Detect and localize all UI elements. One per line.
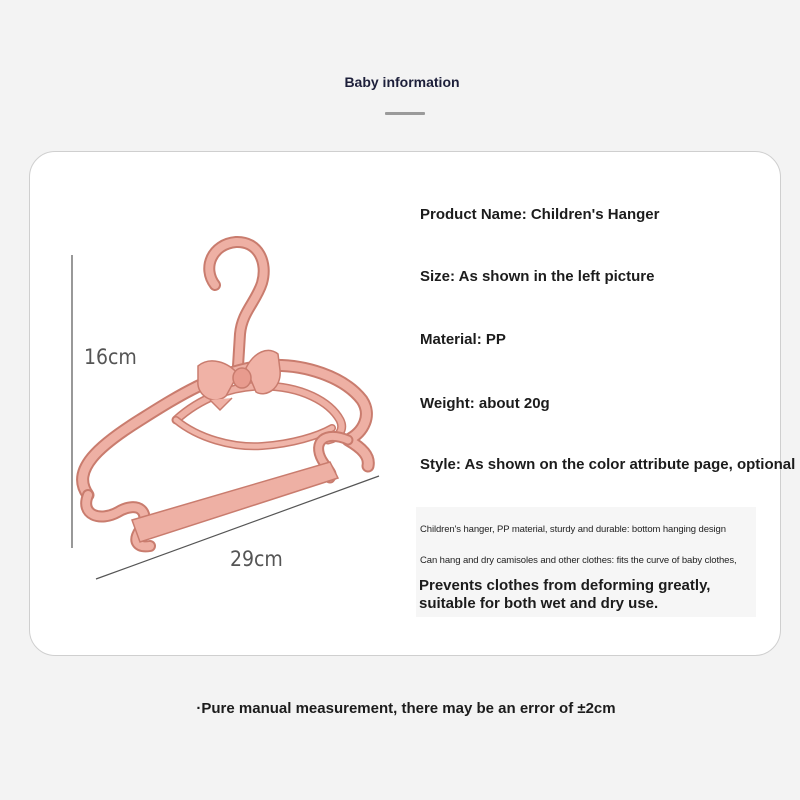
spec-style: Style: As shown on the color attribute page, optional [420,456,796,473]
title-divider [385,112,425,115]
spec-product-name: Product Name: Children's Hanger [420,206,660,223]
description-line-2: Can hang and dry camisoles and other clothes: fits the curve of baby clothes, [420,555,737,566]
spec-size: Size: As shown in the left picture [420,268,655,285]
page-title: Baby information [344,74,460,90]
spec-material: Material: PP [420,331,506,348]
description-highlight: Prevents clothes from deforming greatly, suitable for both wet and dry use. [419,577,711,612]
measurement-note: ·Pure manual measurement, there may be an error of ±2cm [196,700,616,717]
hanger-dimension-figure [40,200,400,600]
spec-weight: Weight: about 20g [420,395,550,412]
description-line-1: Children's hanger, PP material, sturdy and durable: bottom hanging design [420,524,726,535]
height-label: 16cm [84,345,137,369]
width-label: 29cm [230,547,283,571]
